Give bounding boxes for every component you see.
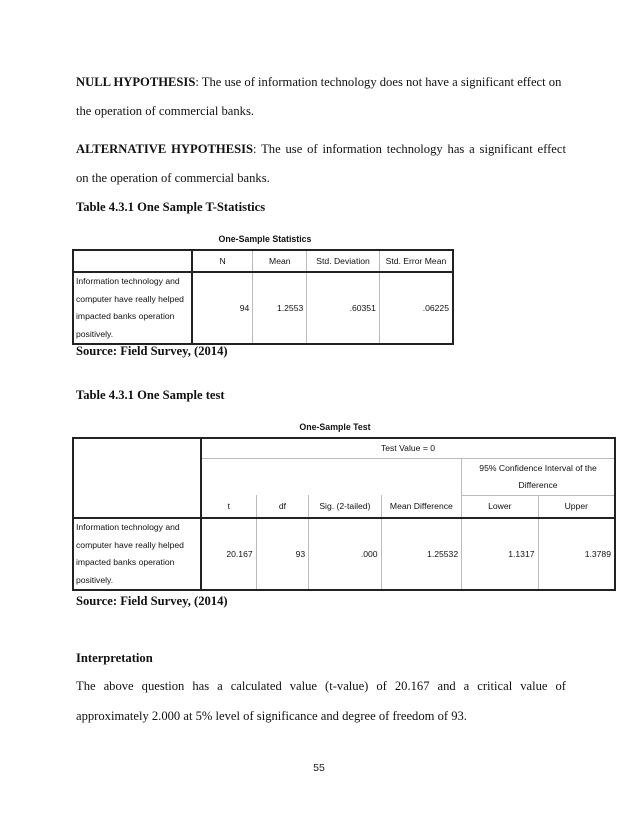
table1-value-mean: 1.2553	[253, 272, 307, 344]
table2-header-upper: Upper	[538, 495, 615, 518]
table1-header-n: N	[192, 250, 253, 272]
table2-value-mean-difference: 1.25532	[381, 518, 462, 590]
interpretation-line1: The above question has a calculated value (t-value) of 20.167 and a critical value of	[76, 679, 566, 693]
null-hypothesis-label: NULL HYPOTHESIS	[76, 75, 196, 89]
table2-header-mean-difference: Mean Difference	[381, 495, 462, 518]
table1-caption: One-Sample Statistics	[218, 234, 312, 244]
table2-spacer-cell	[201, 458, 462, 495]
table2-corner-cell	[73, 438, 201, 518]
alt-hypothesis-label: ALTERNATIVE HYPOTHESIS	[76, 142, 253, 156]
table2-row-label-line: Information technology and	[76, 522, 180, 532]
table1-value-n: 94	[192, 272, 253, 344]
null-hypothesis-line2: the operation of commercial banks.	[76, 104, 254, 118]
alt-hypothesis-line2: on the operation of commercial banks.	[76, 171, 270, 185]
table1-value-std-deviation: .60351	[307, 272, 380, 344]
one-sample-test-table	[72, 437, 616, 591]
table1-row-label-line: computer have really helped	[76, 293, 184, 304]
table2-row-label-line: positively.	[76, 574, 114, 585]
table1-header-std-error-mean: Std. Error Mean	[379, 250, 453, 272]
table2-header-sig: Sig. (2-tailed)	[309, 495, 381, 518]
table2-value-df: 93	[256, 518, 309, 590]
null-hypothesis-text: : The use of information technology does not have a significant effect on	[195, 75, 562, 89]
table2-header-df: df	[256, 495, 309, 518]
table2-row-label-line: impacted banks operation	[76, 557, 175, 567]
table2-row-label	[73, 518, 201, 590]
table2-value-t: 20.167	[201, 518, 256, 590]
table2-ci-label-line: Difference	[518, 479, 558, 490]
table2-row-label-line: computer have really helped	[76, 539, 184, 550]
interpretation-line2: approximately 2.000 at 5% level of significance and degree of freedom of 93.	[76, 709, 467, 723]
table2-test-value: Test Value = 0	[201, 438, 615, 458]
table2-header-t: t	[201, 495, 256, 518]
table2-heading: Table 4.3.1 One Sample test	[76, 388, 225, 402]
table1-row-label	[73, 272, 192, 344]
table1-heading: Table 4.3.1 One Sample T-Statistics	[76, 200, 266, 214]
table1-header-mean: Mean	[253, 250, 307, 272]
page-number: 55	[313, 762, 325, 774]
table1-header-std-deviation: Std. Deviation	[307, 250, 380, 272]
table1-corner-cell	[73, 250, 192, 272]
table2-value-upper: 1.3789	[538, 518, 615, 590]
table2-ci-header	[462, 458, 615, 495]
table2-value-sig: .000	[309, 518, 381, 590]
alt-hypothesis-text: : The use of information technology has a significant effect	[253, 142, 566, 156]
table1-row-label-line: impacted banks operation	[76, 311, 175, 321]
table1-row-label-line: Information technology and	[76, 276, 180, 286]
table2-source: Source: Field Survey, (2014)	[76, 594, 228, 608]
alt-hypothesis-line1	[76, 141, 566, 157]
table2-caption: One-Sample Test	[299, 422, 371, 432]
table1-row-label-line: positively.	[76, 328, 114, 339]
table2-value-lower: 1.1317	[462, 518, 538, 590]
interpretation-heading: Interpretation	[76, 651, 153, 665]
null-hypothesis-line1	[76, 74, 566, 90]
table1-value-std-error-mean: .06225	[379, 272, 453, 344]
one-sample-statistics-table	[72, 249, 454, 345]
table2-header-lower: Lower	[462, 495, 538, 518]
table2-ci-label-line: 95% Confidence Interval of the	[479, 462, 597, 473]
table1-source: Source: Field Survey, (2014)	[76, 344, 228, 358]
